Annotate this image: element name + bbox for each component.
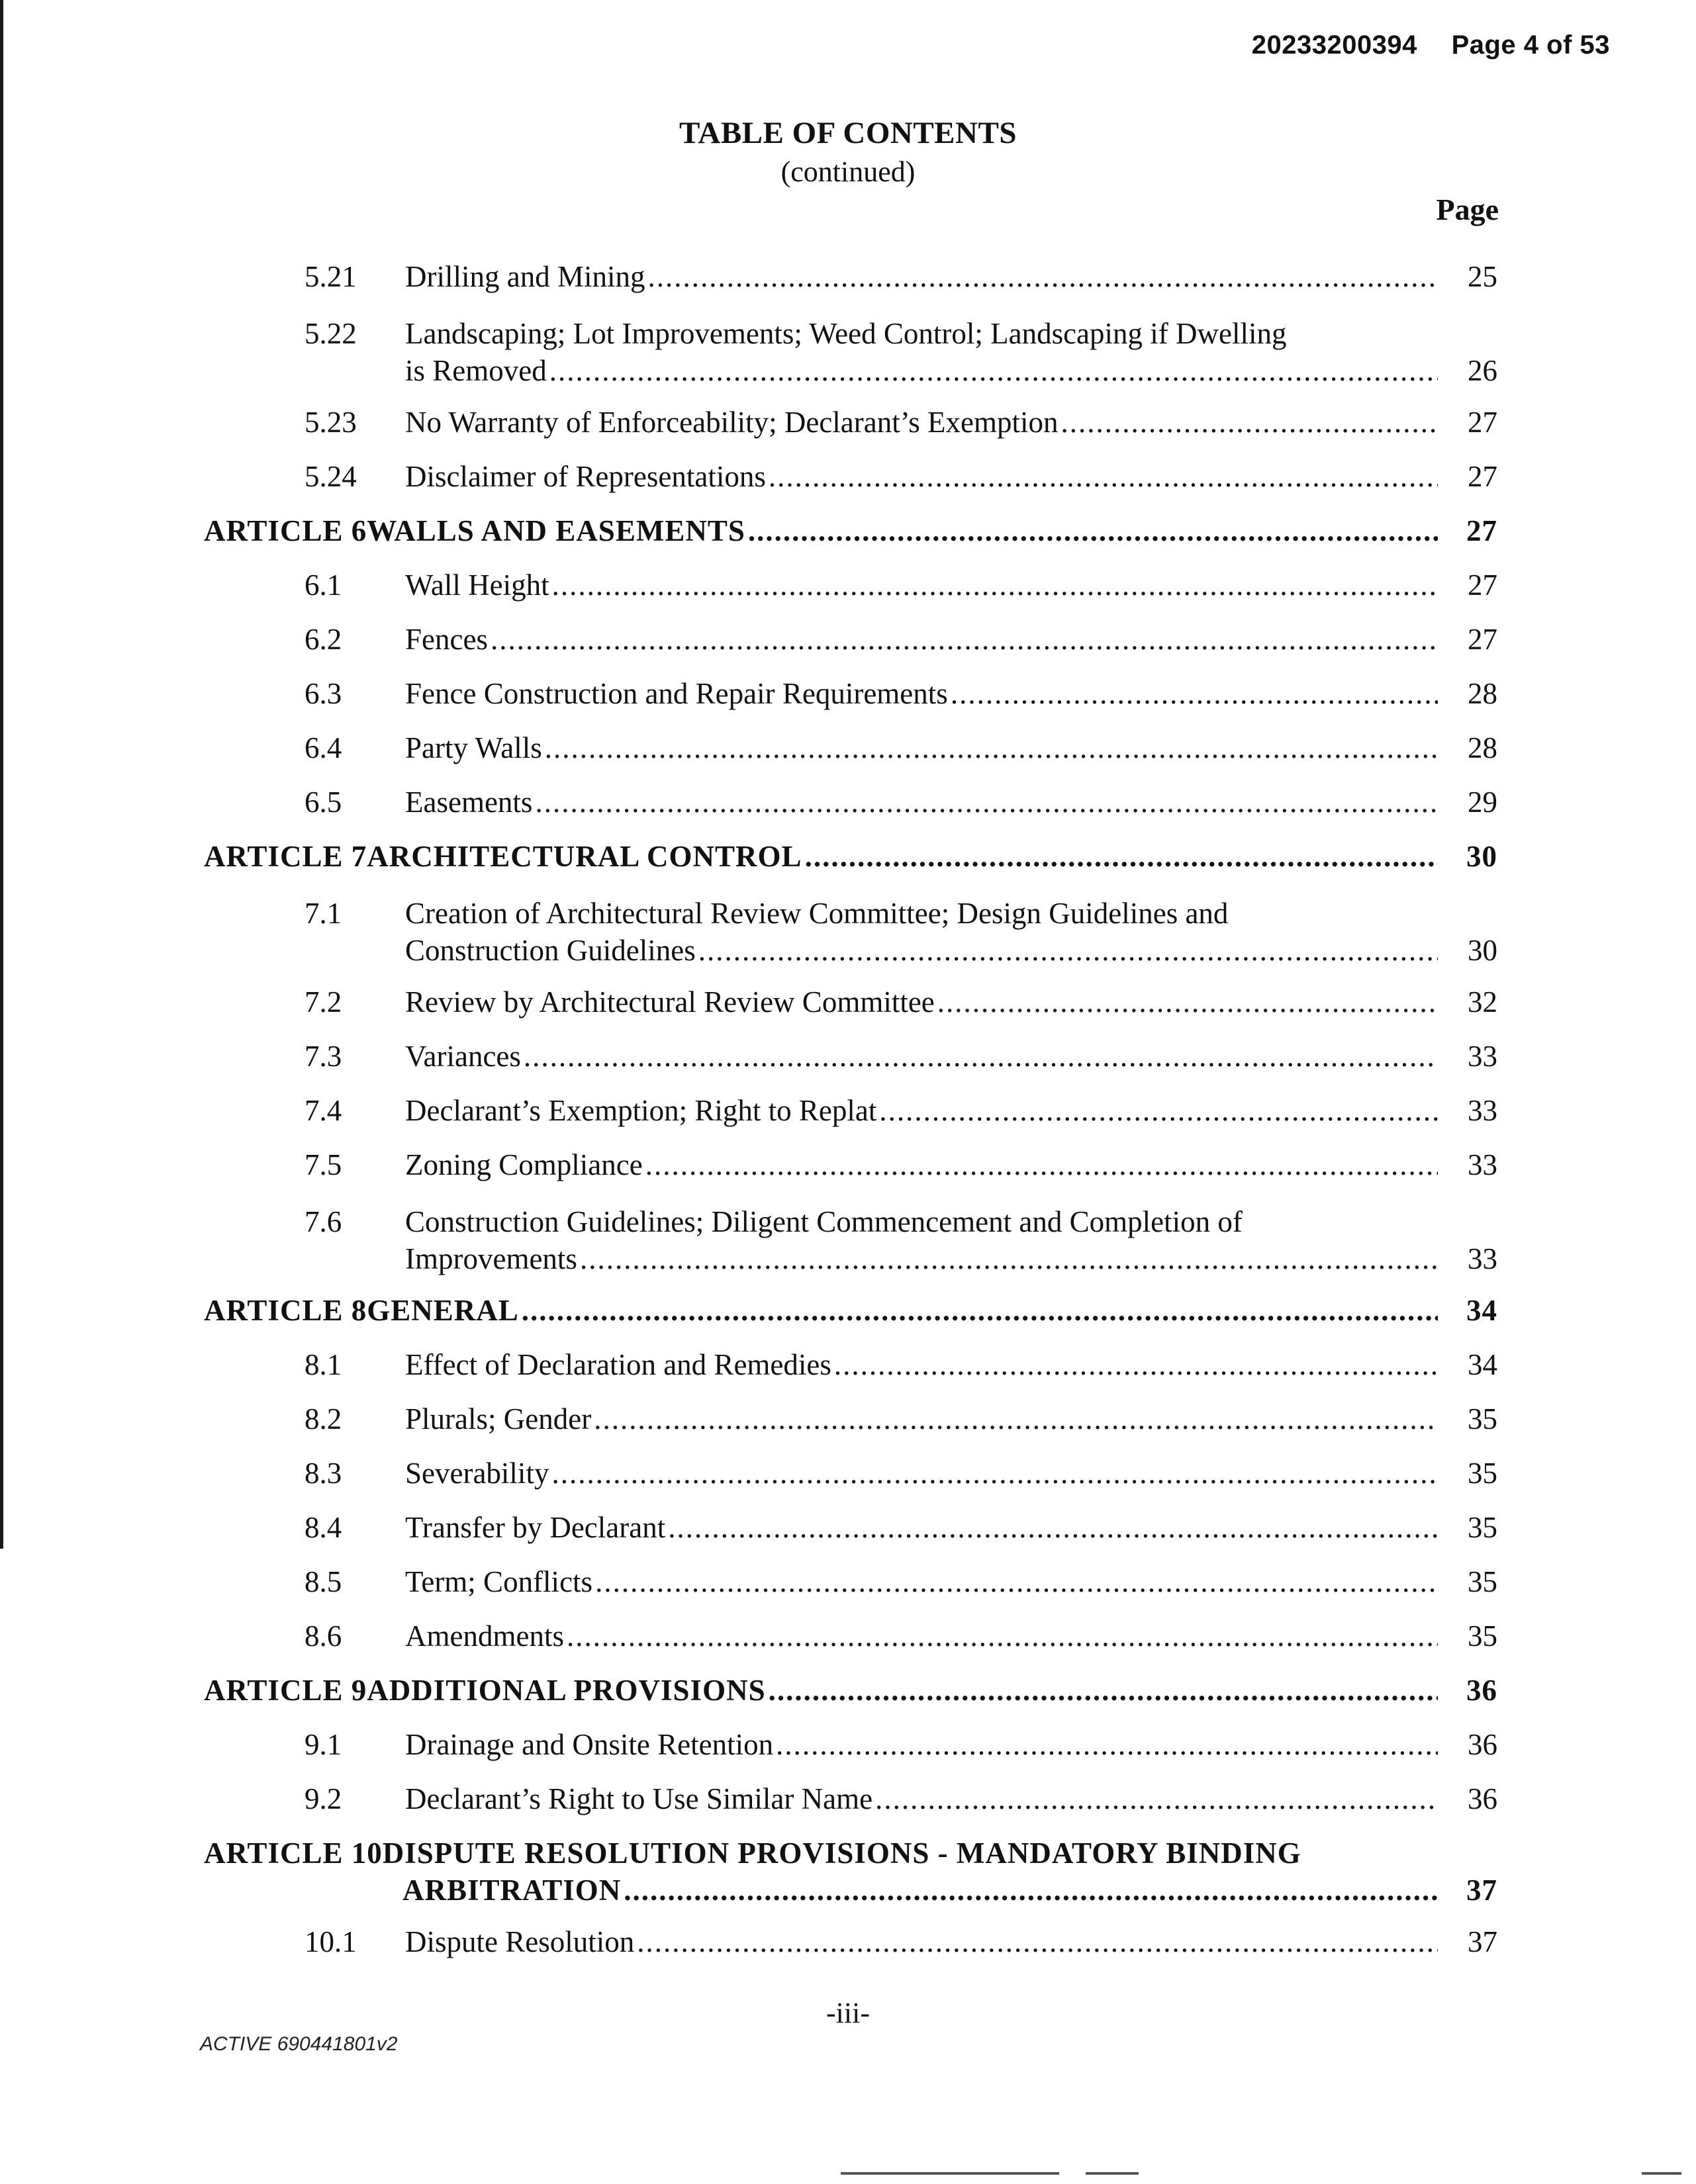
toc-entry-text (405, 675, 1497, 712)
toc-page-number: 27 (1466, 514, 1497, 547)
toc-leader-dots (668, 1509, 1438, 1546)
toc-page-number: 37 (1468, 1925, 1497, 1958)
toc-page-number: 26 (1468, 354, 1497, 387)
toc-entry-text (204, 512, 1497, 549)
page-indicator: Page 4 of 53 (1451, 30, 1610, 60)
toc-entry-line: Severability (405, 1457, 549, 1490)
toc-section-row (305, 1400, 1497, 1437)
toc-section-row (305, 983, 1497, 1021)
toc-entry-line: Creation of Architectural Review Committee; Design Guidelines and (405, 897, 1229, 930)
toc-page-number: 34 (1466, 1294, 1497, 1327)
toc-article-row (204, 1292, 1497, 1329)
toc-section-row (305, 258, 1497, 295)
toc-entry-text (405, 1146, 1497, 1183)
toc-leader-dots (552, 567, 1438, 604)
toc-article-row (204, 1835, 1497, 1909)
toc-article-number: ARTICLE 8 (204, 1294, 367, 1327)
toc-page-number: 28 (1468, 731, 1497, 764)
toc-leader-dots (748, 512, 1438, 549)
toc-entry-text (405, 1038, 1497, 1075)
toc-page-number: 37 (1466, 1874, 1497, 1907)
toc-entry-text (405, 1346, 1497, 1383)
toc-page-number: 35 (1468, 1619, 1497, 1653)
scan-bottom-marks (0, 2172, 1696, 2179)
toc-page-number: 27 (1468, 406, 1497, 439)
toc-entry-text (405, 1400, 1497, 1437)
toc-section-number: 6.2 (305, 623, 342, 656)
toc-entry-text (405, 567, 1497, 604)
toc-section-number: 7.6 (305, 1205, 342, 1238)
toc-leader-dots (522, 1292, 1438, 1329)
toc-leader-dots (805, 838, 1438, 875)
toc-page-number: 33 (1468, 1040, 1497, 1073)
toc-section-number: 8.4 (305, 1511, 342, 1544)
toc-entry-line: is Removed (405, 354, 547, 387)
toc-entry-text (405, 1923, 1497, 1960)
toc-entry-text (204, 1292, 1497, 1329)
toc-page-number: 33 (1468, 1148, 1497, 1181)
toc-leader-dots (567, 1617, 1438, 1655)
toc-section-row (305, 458, 1497, 495)
toc-article-number: ARTICLE 6 (204, 514, 367, 547)
toc-leader-dots (879, 1092, 1438, 1129)
toc-section-row (305, 1923, 1497, 1960)
toc-leader-dots (951, 675, 1438, 712)
toc-entry-text (405, 1509, 1497, 1546)
toc-leader-dots (1060, 404, 1438, 441)
toc-entry-line: Drilling and Mining (405, 260, 645, 293)
toc-entry-text (405, 1563, 1497, 1600)
toc-entry-line: Construction Guidelines; Diligent Commencement and Completion of (405, 1205, 1243, 1238)
toc-leader-dots (491, 621, 1438, 658)
toc-entry-line: Landscaping; Lot Improvements; Weed Control; Landscaping if Dwelling (405, 317, 1287, 350)
toc-entry-text (405, 1780, 1497, 1817)
toc-entry-line: Disclaimer of Representations (405, 460, 766, 493)
toc-page-number: 35 (1468, 1457, 1497, 1490)
toc-entry-line: Amendments (405, 1619, 564, 1653)
toc-page-number: 36 (1468, 1782, 1497, 1815)
toc-entry-text (405, 315, 1497, 389)
toc-page-number: 35 (1468, 1565, 1497, 1598)
toc-entry-line: GENERAL (367, 1294, 519, 1327)
toc-page-number: 27 (1468, 569, 1497, 602)
recording-header (1252, 30, 1610, 60)
toc-section-number: 9.1 (305, 1728, 342, 1761)
toc-leader-dots (937, 983, 1438, 1021)
toc-entry-text (204, 1672, 1497, 1709)
toc-entry-text (405, 983, 1497, 1021)
toc-section-number: 7.3 (305, 1040, 342, 1073)
toc-entry-text (405, 729, 1497, 766)
toc-article-number: ARTICLE 10 (204, 1837, 383, 1870)
toc-page-number: 30 (1468, 934, 1497, 967)
toc-entry-text (405, 784, 1497, 821)
toc-page-number: 36 (1466, 1674, 1497, 1707)
toc-page-number: 30 (1466, 840, 1497, 873)
footer-document-id: ACTIVE 690441801v2 (200, 2033, 398, 2055)
toc-leader-dots (698, 932, 1438, 969)
toc-article-number: ARTICLE 7 (204, 840, 367, 873)
toc-entry-line: Dispute Resolution (405, 1925, 635, 1958)
toc-section-number: 8.2 (305, 1402, 342, 1435)
toc-section-row (305, 1346, 1497, 1383)
toc-leader-dots (595, 1563, 1438, 1600)
toc-page-number: 27 (1468, 623, 1497, 656)
toc-section-row (305, 784, 1497, 821)
toc-section-number: 6.3 (305, 677, 342, 710)
toc-leader-dots (624, 1872, 1438, 1909)
page-subtitle: (continued) (780, 156, 916, 188)
toc-section-row (305, 1146, 1497, 1183)
toc-section-row (305, 1038, 1497, 1075)
toc-page-number: 25 (1468, 260, 1497, 293)
toc-leader-dots (647, 258, 1438, 295)
toc-entry-line: Easements (405, 786, 533, 819)
toc-section-row (305, 1726, 1497, 1763)
toc-leader-dots (875, 1780, 1438, 1817)
toc-article-row (204, 838, 1497, 875)
toc-leader-dots (769, 458, 1438, 495)
toc-section-row (305, 1509, 1497, 1546)
toc-entry-line: ADDITIONAL PROVISIONS (367, 1674, 766, 1707)
toc-section-row (305, 675, 1497, 712)
toc-leader-dots (637, 1923, 1438, 1960)
toc-section-number: 5.21 (305, 260, 357, 293)
toc-section-number: 8.6 (305, 1619, 342, 1653)
toc-page-number: 35 (1468, 1511, 1497, 1544)
toc-leader-dots (535, 784, 1438, 821)
toc-section-number: 7.1 (305, 897, 342, 930)
toc-section-number: 5.22 (305, 317, 357, 350)
toc-leader-dots (645, 1146, 1438, 1183)
toc-page-number: 34 (1468, 1348, 1497, 1381)
toc-leader-dots (580, 1240, 1438, 1277)
toc-entry-text (405, 1726, 1497, 1763)
toc-entry-line: WALLS AND EASEMENTS (367, 514, 745, 547)
toc-page-number: 32 (1468, 985, 1497, 1019)
toc-section-number: 6.5 (305, 786, 342, 819)
toc-section-number: 8.5 (305, 1565, 342, 1598)
toc-entry-line: Review by Architectural Review Committee (405, 985, 935, 1019)
footer-page-number: -iii- (826, 1997, 870, 2029)
toc-section-number: 5.23 (305, 406, 357, 439)
toc-entry-text (405, 1617, 1497, 1655)
toc-page-number: 35 (1468, 1402, 1497, 1435)
toc-entry-line: ARCHITECTURAL CONTROL (367, 840, 802, 873)
toc-leader-dots (551, 1455, 1438, 1492)
toc-article-number: ARTICLE 9 (204, 1674, 367, 1707)
toc-entry-line: Zoning Compliance (405, 1148, 643, 1181)
toc-section-row (305, 1455, 1497, 1492)
toc-leader-dots (776, 1726, 1438, 1763)
toc-entry-line: Fences (405, 623, 488, 656)
toc-leader-dots (524, 1038, 1438, 1075)
toc-entry-line: Transfer by Declarant (405, 1511, 666, 1544)
toc-entry-line: Declarant’s Exemption; Right to Replat (405, 1094, 877, 1127)
toc-entry-line: Fence Construction and Repair Requirements (405, 677, 948, 710)
toc-entry-text (405, 1455, 1497, 1492)
toc-article-row (204, 1672, 1497, 1709)
toc-entry-line: Variances (405, 1040, 521, 1073)
toc-entry-text (405, 1203, 1497, 1277)
toc-entry-line: Construction Guidelines (405, 934, 696, 967)
toc-section-number: 8.3 (305, 1457, 342, 1490)
toc-entry-line: Plurals; Gender (405, 1402, 592, 1435)
toc-entry-line: Improvements (405, 1242, 577, 1275)
toc-entry-line: Wall Height (405, 569, 549, 602)
toc-section-row (305, 315, 1497, 389)
toc-section-row (305, 1203, 1497, 1277)
page-title: TABLE OF CONTENTS (679, 116, 1017, 150)
toc-entry-text (405, 621, 1497, 658)
toc-section-number: 6.1 (305, 569, 342, 602)
toc-leader-dots (834, 1346, 1438, 1383)
page-column-heading: Page (1436, 193, 1499, 226)
toc-section-row (305, 1617, 1497, 1655)
toc-entry-line: Declarant’s Right to Use Similar Name (405, 1782, 873, 1815)
toc-entry-text (405, 1092, 1497, 1129)
toc-page-number: 27 (1468, 460, 1497, 493)
toc-section-row (305, 1092, 1497, 1129)
toc-section-row (305, 621, 1497, 658)
toc-entry-line: Drainage and Onsite Retention (405, 1728, 774, 1761)
toc-section-row (305, 729, 1497, 766)
toc-section-number: 8.1 (305, 1348, 342, 1381)
toc-leader-dots (545, 729, 1438, 766)
toc-section-number: 7.4 (305, 1094, 342, 1127)
toc-section-row (305, 1563, 1497, 1600)
toc-leader-dots (594, 1400, 1438, 1437)
toc-section-number: 5.24 (305, 460, 357, 493)
toc-section-row (305, 1780, 1497, 1817)
document-number: 20233200394 (1251, 30, 1417, 60)
toc-entry-text (405, 895, 1497, 969)
toc-section-row (305, 404, 1497, 441)
toc-section-number: 6.4 (305, 731, 342, 764)
toc-entry-line: Effect of Declaration and Remedies (405, 1348, 831, 1381)
toc-entry-text (405, 404, 1497, 441)
toc-page-number: 28 (1468, 677, 1497, 710)
toc-entry-line: Term; Conflicts (405, 1565, 593, 1598)
toc-entry-text (204, 838, 1497, 875)
toc-section-row (305, 567, 1497, 604)
toc-section-number: 10.1 (305, 1925, 357, 1958)
toc-section-number: 7.2 (305, 985, 342, 1019)
toc-leader-dots (769, 1672, 1438, 1709)
toc-entry-line: ARBITRATION (402, 1874, 622, 1907)
toc-entry-text (204, 1835, 1497, 1909)
toc-page-number: 36 (1468, 1728, 1497, 1761)
toc-leader-dots (549, 352, 1438, 389)
scan-left-border (0, 0, 3, 1549)
toc-section-number: 9.2 (305, 1782, 342, 1815)
toc-section-number: 7.5 (305, 1148, 342, 1181)
toc-article-row (204, 512, 1497, 549)
toc-entry-line: DISPUTE RESOLUTION PROVISIONS - MANDATORY BINDING (382, 1837, 1301, 1870)
toc-entry-line: Party Walls (405, 731, 542, 764)
toc-page-number: 33 (1468, 1242, 1497, 1275)
toc-entry-text (405, 458, 1497, 495)
toc-entry-line: No Warranty of Enforceability; Declarant’s Exemption (405, 406, 1059, 439)
toc-section-row (305, 895, 1497, 969)
toc-entry-text (405, 258, 1497, 295)
toc-page-number: 33 (1468, 1094, 1497, 1127)
toc-page-number: 29 (1468, 786, 1497, 819)
